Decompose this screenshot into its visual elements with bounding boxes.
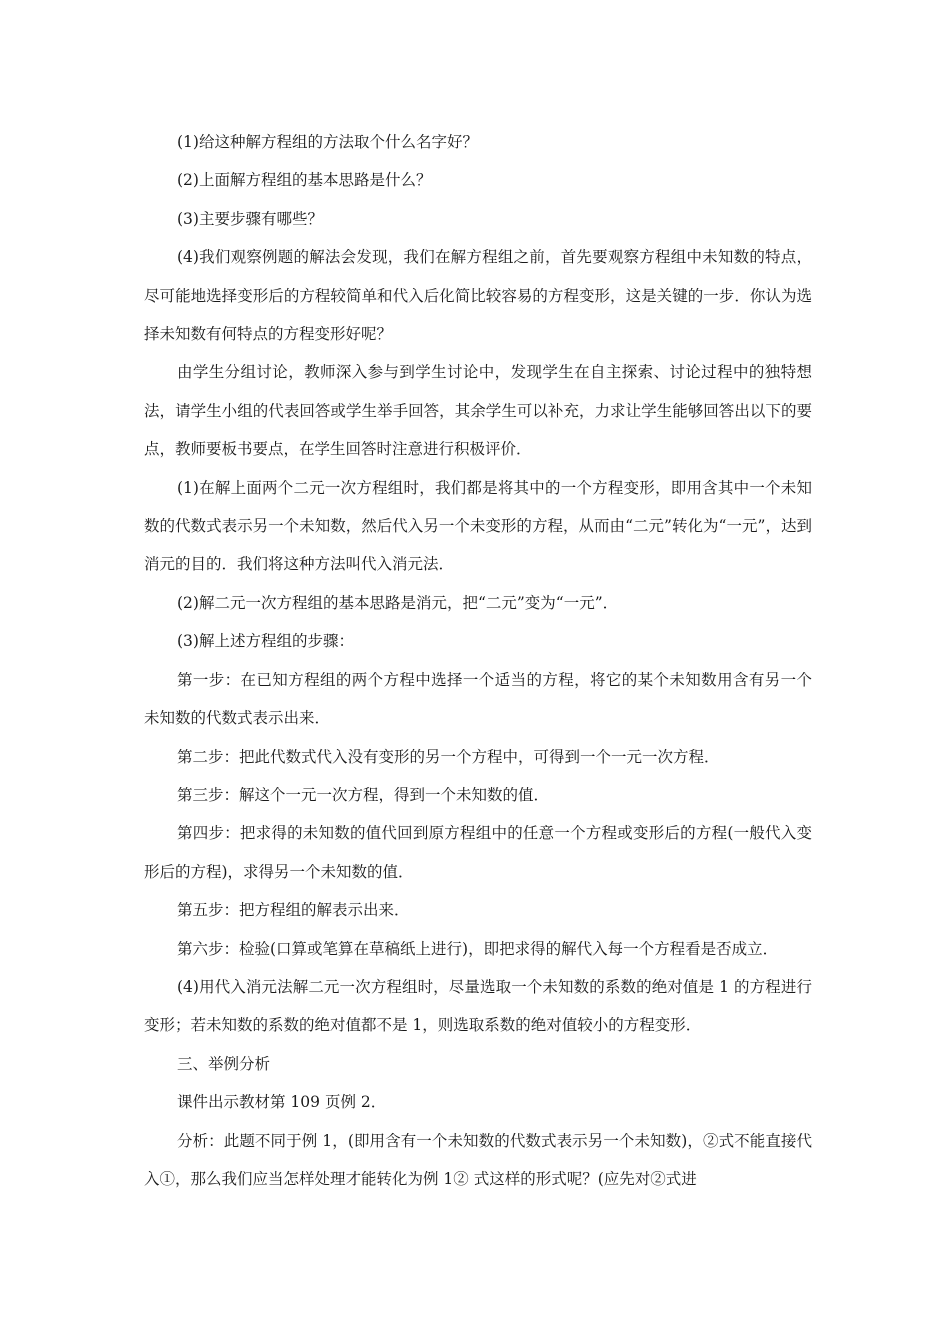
question-1: (1)给这种解方程组的方法取个什么名字好？ [177,133,478,151]
document-body [144,123,812,1198]
step-3: 第三步：解这个一元一次方程，得到一个未知数的值． [177,785,550,804]
point-1: (1)在解上面两个二元一次方程组时，我们都是将其中的一个方程变形，即用含其中一个未知数的代数式表示另一个未知数，然后代入另一个未变形的方程，从而由“二元”转化为“一元”，达到消元的目的．我们将这种方法叫代入消元法． [144,478,812,574]
example-reference: 课件出示教材第 109 页例 2． [177,1093,387,1112]
step-2: 第二步：把此代数式代入没有变形的另一个方程中，可得到一个一元一次方程． [177,747,720,766]
question-2: (2)上面解方程组的基本思路是什么？ [177,171,432,190]
point-4: (4)用代入消元法解二元一次方程组时，尽量选取一个未知数的系数的绝对值是 1 的方程进行变形；若未知数的系数的绝对值都不是 1，则选取系数的绝对值较小的方程变形． [144,977,812,1035]
step-4: 第四步：把求得的未知数的值代回到原方程组中的任意一个方程或变形后的方程(一般代入变形后的方程)，求得另一个未知数的值． [144,824,812,881]
analysis-paragraph: 分析：此题不同于例 1，(即用含有一个未知数的代数式表示另一个未知数)，②式不能直接代入①，那么我们应当怎样处理才能转化为例 1② 式这样的形式呢？(应先对②式进 [144,1131,812,1188]
step-5: 第五步：把方程组的解表示出来． [177,901,410,920]
section-heading: 三、举例分析 [177,1054,271,1073]
point-3-heading: (3)解上述方程组的步骤： [177,632,354,651]
step-6: 第六步：检验(口算或笔算在草稿纸上进行)，即把求得的解代入每一个方程看是否成立． [177,939,779,958]
question-3: (3)主要步骤有哪些？ [177,209,323,228]
question-4: (4)我们观察例题的解法会发现，我们在解方程组之前，首先要观察方程组中未知数的特点，尽可能地选择变形后的方程较简单和代入后化简比较容易的方程变形，这是关键的一步．你认为选择未知数有何特点的方程变形好呢？ [144,248,812,344]
discussion-paragraph: 由学生分组讨论，教师深入参与到学生讨论中，发现学生在自主探索、讨论过程中的独特想法，请学生小组的代表回答或学生举手回答，其余学生可以补充，力求让学生能够回答出以下的要点，教师要板书要点，在学生回答时注意进行积极评价． [144,363,812,459]
step-1: 第一步：在已知方程组的两个方程中选择一个适当的方程，将它的某个未知数用含有另一个未知数的代数式表示出来． [144,670,812,728]
point-2: (2)解二元一次方程组的基本思路是消元，把“二元”变为“一元”． [177,593,619,612]
